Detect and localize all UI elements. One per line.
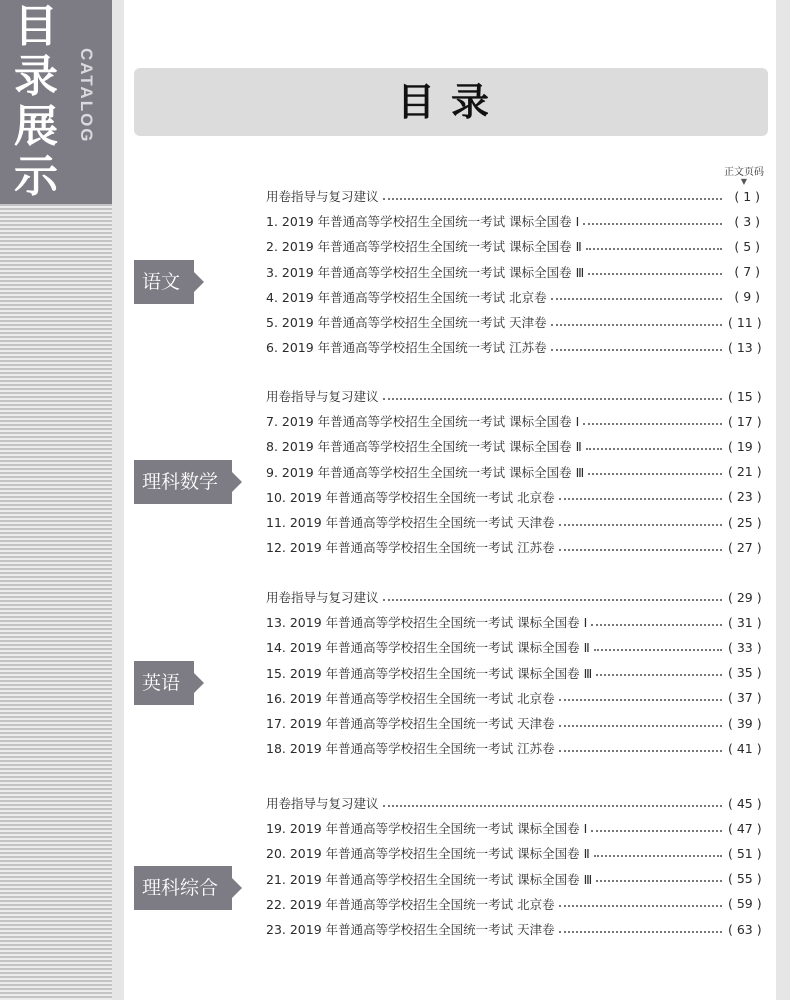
toc-leader-dots xyxy=(596,673,722,676)
toc-entry-page: ( 23 ) xyxy=(728,489,762,505)
toc-entry[interactable] xyxy=(266,688,760,708)
toc-leader-dots xyxy=(551,348,722,351)
toc-entry[interactable] xyxy=(266,386,760,406)
toc-leader-dots xyxy=(559,497,722,500)
toc-leader-dots xyxy=(559,724,722,727)
toc-entry-title: 14. 2019 年普通高等学校招生全国统一考试 课标全国卷 Ⅱ xyxy=(266,640,590,656)
toc-entry[interactable] xyxy=(266,487,760,507)
toc-entry-page: ( 55 ) xyxy=(728,871,762,887)
toc-entry-title: 11. 2019 年普通高等学校招生全国统一考试 天津卷 xyxy=(266,515,555,530)
toc-entry[interactable] xyxy=(266,512,760,532)
toc-leader-dots xyxy=(586,247,722,250)
toc-leader-dots xyxy=(594,648,722,651)
toc-entry-page: ( 1 ) xyxy=(734,188,760,204)
sidebar-title-char: 展 xyxy=(14,101,58,152)
section-tag: 英语 xyxy=(134,661,194,705)
toc-entry[interactable] xyxy=(266,337,760,357)
toc-leader-dots xyxy=(596,879,722,882)
toc-entry-page: ( 19 ) xyxy=(728,438,762,454)
toc-entry[interactable] xyxy=(266,211,760,231)
toc-entry[interactable] xyxy=(266,843,760,863)
toc-entry[interactable] xyxy=(266,612,760,632)
toc-entry[interactable] xyxy=(266,436,760,456)
toc-entry-title: 18. 2019 年普通高等学校招生全国统一考试 江苏卷 xyxy=(266,741,555,757)
toc-entry-title: 用卷指导与复习建议 xyxy=(266,389,379,404)
toc-entry-page: ( 59 ) xyxy=(728,896,762,912)
toc-leader-dots xyxy=(594,854,722,857)
toc-entry[interactable] xyxy=(266,287,760,307)
toc-entry[interactable] xyxy=(266,462,760,482)
toc-leader-dots xyxy=(588,272,722,275)
sidebar-title-char: 录 xyxy=(14,51,58,102)
toc-leader-dots xyxy=(591,829,722,832)
toc-entry-title: 4. 2019 年普通高等学校招生全国统一考试 北京卷 xyxy=(266,289,547,305)
page-number-column-label xyxy=(724,163,764,186)
toc-entry-page: ( 13 ) xyxy=(728,339,762,355)
toc-entry-page: ( 47 ) xyxy=(728,820,762,836)
toc-entry-page: ( 7 ) xyxy=(734,264,760,280)
toc-entry-page: ( 31 ) xyxy=(728,614,762,630)
toc-entry-title: 21. 2019 年普通高等学校招生全国统一考试 课标全国卷 Ⅲ xyxy=(266,871,593,887)
toc-entry-page: ( 33 ) xyxy=(728,639,762,655)
toc-entry-page: ( 15 ) xyxy=(728,388,762,404)
toc-leader-dots xyxy=(551,323,722,326)
toc-entry-page: ( 35 ) xyxy=(728,665,762,681)
toc-entry-title: 3. 2019 年普通高等学校招生全国统一考试 课标全国卷 Ⅲ xyxy=(266,264,585,280)
toc-entry-page: ( 17 ) xyxy=(728,413,762,429)
toc-leader-dots xyxy=(559,698,722,701)
toc-entry-title: 9. 2019 年普通高等学校招生全国统一考试 课标全国卷 Ⅲ xyxy=(266,464,585,480)
toc-entry-title: 用卷指导与复习建议 xyxy=(266,590,379,605)
toc-entry[interactable] xyxy=(266,793,760,813)
toc-leader-dots xyxy=(559,904,722,907)
section-tag: 理科数学 xyxy=(134,460,232,504)
toc-entry-title: 23. 2019 年普通高等学校招生全国统一考试 天津卷 xyxy=(266,922,555,937)
toc-entry-page: ( 45 ) xyxy=(728,795,762,811)
toc-leader-dots xyxy=(559,749,722,752)
toc-leader-dots xyxy=(559,930,722,933)
sidebar-catalog-text: CATALOG xyxy=(77,48,96,144)
toc-entry-title: 用卷指导与复习建议 xyxy=(266,189,379,204)
toc-leader-dots xyxy=(383,598,722,601)
toc-entry[interactable] xyxy=(266,818,760,838)
toc-leader-dots xyxy=(586,447,722,450)
toc-entry-page: ( 9 ) xyxy=(734,289,760,305)
toc-entry-page: ( 39 ) xyxy=(728,715,762,731)
toc-leader-dots xyxy=(559,548,722,551)
toc-entry-title: 10. 2019 年普通高等学校招生全国统一考试 北京卷 xyxy=(266,489,555,505)
toc-entry-page: ( 37 ) xyxy=(728,690,762,706)
toc-entry-title: 17. 2019 年普通高等学校招生全国统一考试 天津卷 xyxy=(266,716,555,731)
toc-entry-page: ( 25 ) xyxy=(728,514,762,530)
section-tag: 理科综合 xyxy=(134,866,232,910)
sidebar-title xyxy=(14,2,78,202)
toc-leader-dots xyxy=(383,397,722,400)
toc-entry-title: 16. 2019 年普通高等学校招生全国统一考试 北京卷 xyxy=(266,690,555,706)
toc-leader-dots xyxy=(583,422,722,425)
toc-entry-title: 8. 2019 年普通高等学校招生全国统一考试 课标全国卷 Ⅱ xyxy=(266,439,582,455)
toc-entry-title: 19. 2019 年普通高等学校招生全国统一考试 课标全国卷 Ⅰ xyxy=(266,821,588,837)
toc-entry-title: 22. 2019 年普通高等学校招生全国统一考试 北京卷 xyxy=(266,896,555,912)
toc-entry[interactable] xyxy=(266,894,760,914)
toc-entry-title: 用卷指导与复习建议 xyxy=(266,796,379,811)
toc-entry-title: 6. 2019 年普通高等学校招生全国统一考试 江苏卷 xyxy=(266,340,547,356)
toc-entry[interactable] xyxy=(266,738,760,758)
toc-entry-page: ( 27 ) xyxy=(728,539,762,555)
toc-entry[interactable] xyxy=(266,186,760,206)
toc-leader-dots xyxy=(551,297,722,300)
toc-entry-page: ( 63 ) xyxy=(728,921,762,937)
sidebar-stripes xyxy=(0,204,112,1000)
toc-entry[interactable] xyxy=(266,637,760,657)
toc-leader-dots xyxy=(383,197,722,200)
sidebar-header-block xyxy=(0,0,112,204)
toc-entry[interactable] xyxy=(266,312,760,332)
toc-entry-page: ( 3 ) xyxy=(734,213,760,229)
toc-entry-page: ( 11 ) xyxy=(728,314,762,330)
toc-leader-dots xyxy=(559,523,722,526)
toc-entry-title: 13. 2019 年普通高等学校招生全国统一考试 课标全国卷 Ⅰ xyxy=(266,615,588,631)
toc-entry[interactable] xyxy=(266,869,760,889)
sidebar-title-char: 目 xyxy=(14,1,58,52)
sidebar-title-char: 示 xyxy=(14,151,58,202)
toc-entry-page: ( 21 ) xyxy=(728,464,762,480)
toc-leader-dots xyxy=(583,222,722,225)
toc-entry-page: ( 29 ) xyxy=(728,589,762,605)
toc-entry[interactable] xyxy=(266,537,760,557)
toc-entry-page: ( 41 ) xyxy=(728,740,762,756)
toc-entry-title: 7. 2019 年普通高等学校招生全国统一考试 课标全国卷 Ⅰ xyxy=(266,414,580,430)
toc-leader-dots xyxy=(588,472,722,475)
toc-entry[interactable] xyxy=(266,411,760,431)
toc-entry-page: ( 51 ) xyxy=(728,845,762,861)
toc-leader-dots xyxy=(383,804,722,807)
toc-entry[interactable] xyxy=(266,713,760,733)
toc-entry[interactable] xyxy=(266,663,760,683)
toc-entry-title: 20. 2019 年普通高等学校招生全国统一考试 课标全国卷 Ⅱ xyxy=(266,846,590,862)
page-number-column-text: 正文页码 xyxy=(724,167,764,178)
toc-entry-title: 2. 2019 年普通高等学校招生全国统一考试 课标全国卷 Ⅱ xyxy=(266,239,582,255)
toc-entry[interactable] xyxy=(266,587,760,607)
section-tag: 语文 xyxy=(134,260,194,304)
toc-entry[interactable] xyxy=(266,262,760,282)
toc-entry[interactable] xyxy=(266,236,760,256)
toc-entry-title: 12. 2019 年普通高等学校招生全国统一考试 江苏卷 xyxy=(266,540,555,556)
toc-entry-title: 1. 2019 年普通高等学校招生全国统一考试 课标全国卷 Ⅰ xyxy=(266,214,580,230)
page-edge xyxy=(776,0,790,1000)
toc-entry-title: 5. 2019 年普通高等学校招生全国统一考试 天津卷 xyxy=(266,315,547,330)
toc-entry-title: 15. 2019 年普通高等学校招生全国统一考试 课标全国卷 Ⅲ xyxy=(266,665,593,681)
sidebar xyxy=(0,0,112,1000)
page-title: 目录 xyxy=(134,68,768,136)
toc-leader-dots xyxy=(591,623,722,626)
toc-entry-page: ( 5 ) xyxy=(734,238,760,254)
arrow-down-icon: ▼ xyxy=(740,177,748,186)
toc-entry[interactable] xyxy=(266,919,760,939)
